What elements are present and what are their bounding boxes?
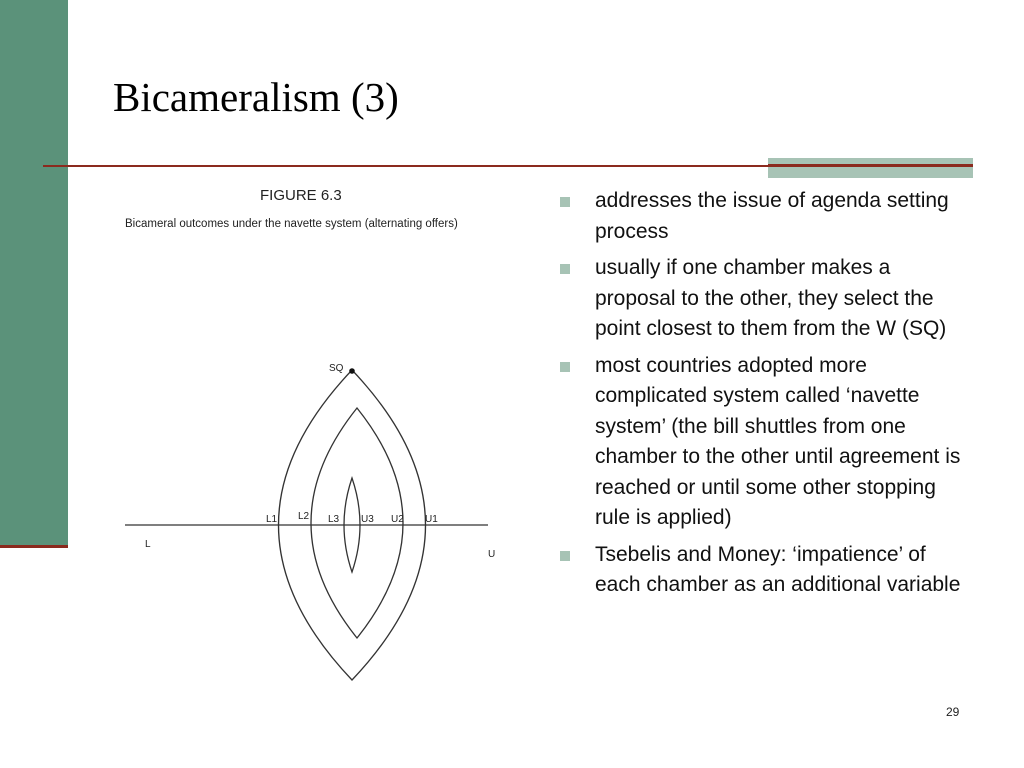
u1-label: U1 [425, 514, 438, 525]
sq-point [349, 368, 355, 374]
title-corner-accent-line [768, 164, 973, 166]
l2-label: L2 [298, 511, 310, 522]
bullet-item [560, 186, 970, 247]
page-number: 29 [946, 705, 960, 719]
bullet-list [560, 186, 970, 607]
square-bullet-icon [560, 551, 570, 561]
slide-title: Bicameralism (3) [113, 74, 399, 120]
navette-diagram [110, 350, 530, 690]
title-corner-accent [768, 158, 973, 178]
left-accent-band [0, 0, 68, 545]
u3-label: U3 [361, 514, 374, 525]
square-bullet-icon [560, 264, 570, 274]
middle-lens [311, 408, 403, 638]
l-label: L [145, 539, 151, 550]
square-bullet-icon [560, 362, 570, 372]
u-label: U [488, 549, 496, 560]
bullet-text: most countries adopted more complicated system called ‘navette system’ (the bill shuttles from one chamber to the other until agreement is reached or until some other stopping rule is applied) [595, 353, 961, 529]
bullet-text: Tsebelis and Money: ‘impatience’ of each chamber as an additional variable [595, 542, 961, 596]
figure-label: FIGURE 6.3 [260, 187, 342, 204]
sq-label: SQ [329, 363, 344, 374]
bullet-text: usually if one chamber makes a proposal to the other, they select the point closest to them from the W (SQ) [595, 256, 947, 340]
bullet-text: addresses the issue of agenda setting process [595, 189, 949, 243]
square-bullet-icon [560, 197, 570, 207]
u2-label: U2 [391, 514, 404, 525]
l1-label: L1 [266, 514, 278, 525]
figure-caption: Bicameral outcomes under the navette system (alternating offers) [125, 218, 458, 230]
l3-label: L3 [328, 514, 340, 525]
bullet-item [560, 540, 970, 601]
bullet-item [560, 351, 970, 534]
left-accent-underline [0, 545, 68, 548]
bullet-item [560, 253, 970, 345]
